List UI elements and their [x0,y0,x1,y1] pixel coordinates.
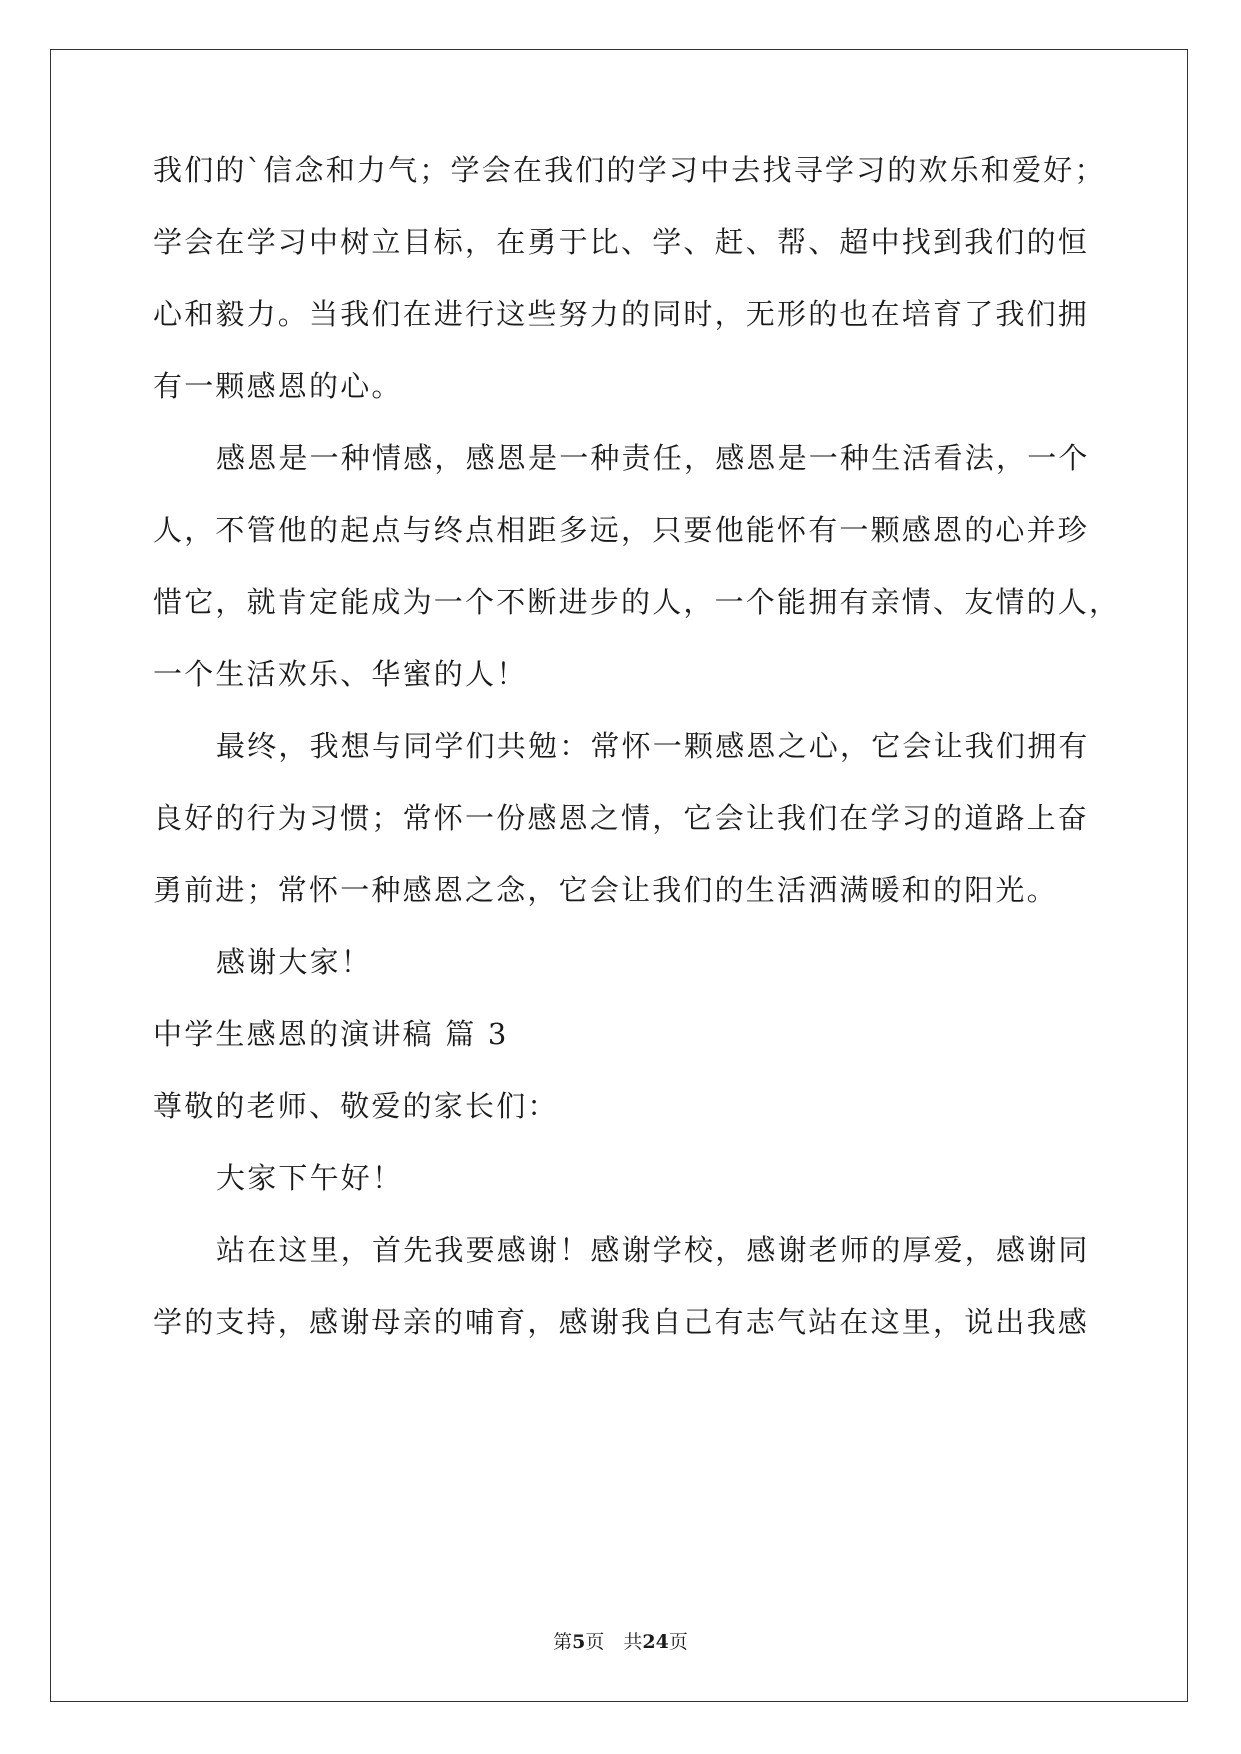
text-line: 一个生活欢乐、华蜜的人！ [153,657,528,691]
text-line: 人，不管他的起点与终点相距多远，只要他能怀有一颗感恩的心并珍 [153,513,1090,547]
total-pages: 24 [642,1631,669,1653]
page-suffix: 页 [668,1631,688,1653]
text-line: 最终，我想与同学们共勉：常怀一颗感恩之心，它会让我们拥有 [216,729,1090,763]
text-line: 学会在学习中树立目标，在勇于比、学、赶、帮、超中找到我们的恒 [153,225,1090,259]
text-line: 心和毅力。当我们在进行这些努力的同时，无形的也在培育了我们拥 [153,297,1090,331]
text-line: 大家下午好！ [216,1161,404,1195]
page-number: 5 [572,1631,586,1653]
text-line: 学的支持，感谢母亲的哺育，感谢我自己有志气站在这里，说出我感 [153,1305,1090,1339]
text-line: 惜它，就肯定能成为一个不断进步的人，一个能拥有亲情、友情的人， [153,585,1121,619]
text-line: 我们的`信念和力气；学会在我们的学习中去找寻学习的欢乐和爱好； [153,153,1106,187]
salutation: 尊敬的老师、敬爱的家长们： [153,1089,559,1123]
section-heading: 中学生感恩的演讲稿 篇 3 [153,1017,509,1051]
text-line: 站在这里，首先我要感谢！感谢学校，感谢老师的厚爱，感谢同 [216,1233,1090,1267]
text-line: 有一颗感恩的心。 [153,369,403,403]
page-mid: 页 共 [585,1631,643,1653]
page-prefix: 第 [553,1631,573,1653]
text-line: 感恩是一种情感，感恩是一种责任，感恩是一种生活看法，一个 [216,441,1090,475]
page-footer [0,1630,1241,1654]
text-line: 感谢大家！ [216,945,373,979]
text-line: 良好的行为习惯；常怀一份感恩之情，它会让我们在学习的道路上奋 [153,801,1090,835]
text-line: 勇前进；常怀一种感恩之念，它会让我们的生活洒满暖和的阳光。 [153,873,1058,907]
